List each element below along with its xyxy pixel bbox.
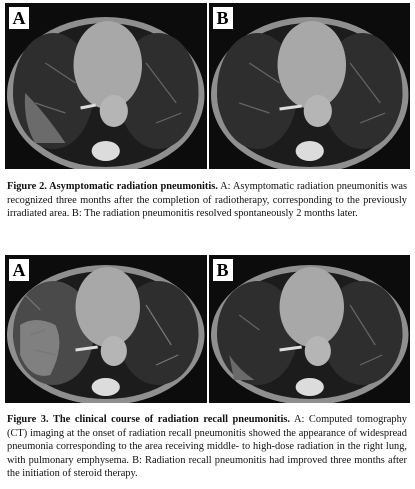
figure-3-images	[5, 255, 410, 403]
figure-2-panel-a	[5, 3, 207, 169]
figure-2-caption-title: Figure 2. Asymptomatic radiation pneumonitis.	[7, 181, 218, 192]
ct-scan-image	[209, 255, 411, 403]
figure-2-panel-b	[209, 3, 411, 169]
figure-3-panel-b	[209, 255, 411, 403]
panel-label-a: A	[9, 259, 29, 281]
figure-3-caption-title: Figure 3. The clinical course of radiation recall pneumonitis.	[7, 414, 290, 425]
figure-3-panel-a	[5, 255, 207, 403]
figure-2-caption	[7, 180, 407, 221]
ct-scan-image	[5, 255, 207, 403]
panel-label-a: A	[9, 7, 29, 29]
figure-2-caption-text: A: Asymptomatic radiation pneumonitis was recognized three months after the completion of radiotherapy, corresponding to the previously irradiated area. B: The radiation pneumonitis resolved spontaneously 2 months later.	[7, 181, 407, 220]
ct-scan-image	[5, 3, 207, 169]
figure-3-caption-text: A: Computed tomography (CT) imaging at the onset of radiation recall pneumonitis showed the appearance of widespread pneumonia corresponding to the area receiving middle- to high-dose radiation in the right lung, with pulmonary emphysema. B: Radiation recall pneumonitis had improved three months after the initiation of steroid therapy.	[7, 414, 408, 480]
panel-label-b: B	[213, 259, 233, 281]
panel-label-b: B	[213, 7, 233, 29]
figure-3-caption	[7, 413, 407, 481]
ct-scan-image	[209, 3, 411, 169]
figure-2-images	[5, 3, 410, 169]
